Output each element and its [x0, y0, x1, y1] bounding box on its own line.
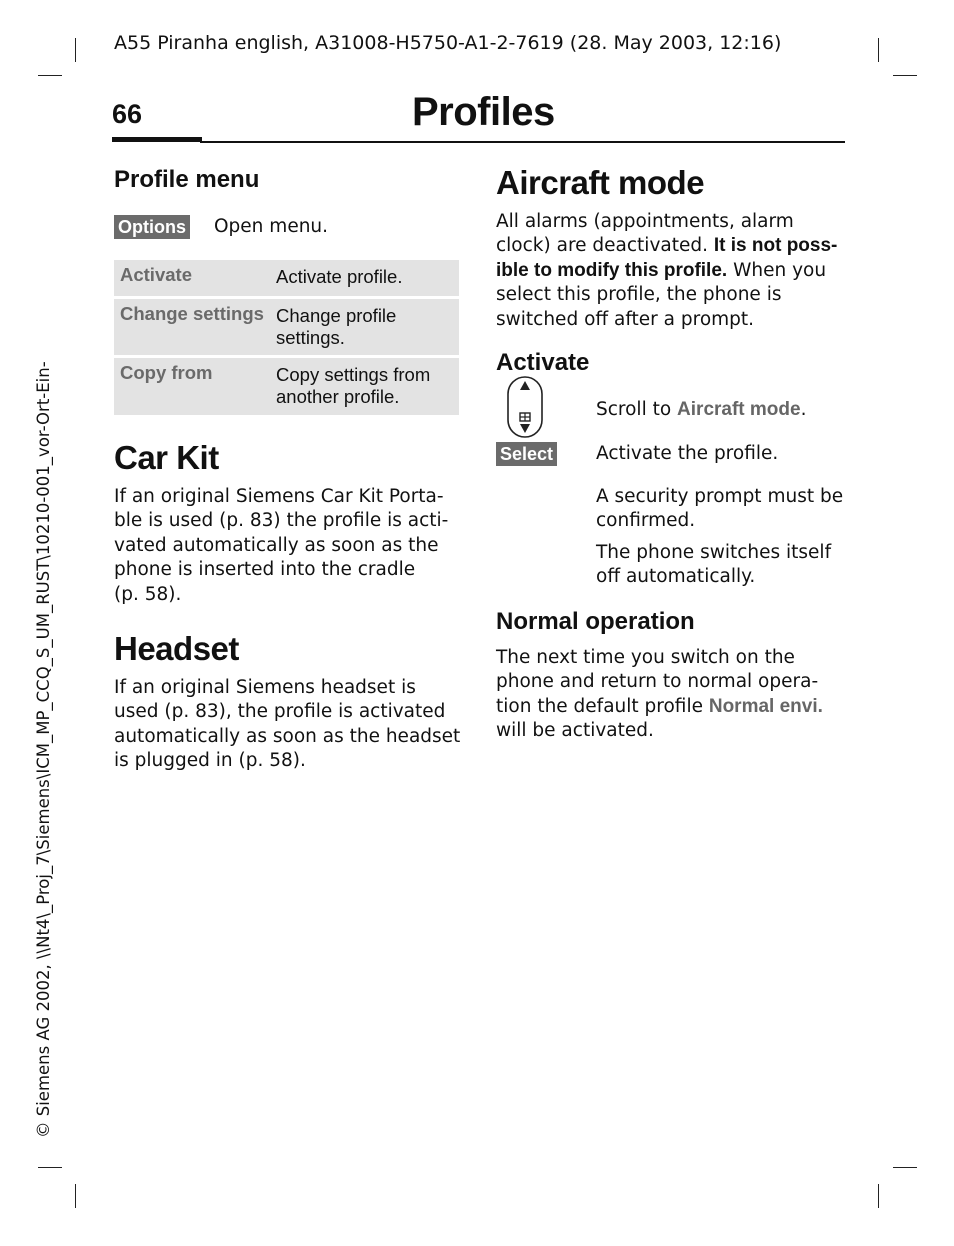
- menu-item-description: Copy settings from another profile.: [276, 364, 431, 407]
- crop-mark: [893, 75, 917, 76]
- menu-item-description: Activate profile.: [276, 266, 403, 287]
- side-file-path: © Siemens AG 2002, \\Nt4\_Proj_7\Siemens\ICM_MP_CCQ_S_UM_RUST\10210-001_vor-Ort-Ein-: [34, 361, 53, 1138]
- title-rule: [200, 141, 845, 143]
- activate-heading: Activate: [496, 349, 590, 376]
- menu-row-copy-from[interactable]: [114, 358, 459, 415]
- crop-mark: [893, 1167, 917, 1168]
- car-kit-text: If an original Siemens Car Kit Porta- ble is used (p. 83) the profile is acti- vated automatically as soon as the phone is inserted into the cradle (p. 58).: [114, 486, 449, 605]
- page-number: 66: [112, 99, 143, 129]
- normal-operation-heading: Normal operation: [496, 608, 695, 635]
- menu-item-name: Activate: [120, 264, 192, 285]
- select-description: Activate the profile.: [596, 443, 779, 464]
- headset-text: If an original Siemens headset is used (p. 83), the profile is activated automatically as soon as the headset is plugged in (p. 58).: [114, 677, 461, 772]
- normal-operation-text: The next time you switch on the phone and return to normal opera- tion the default profile Normal envi. will be activated.: [496, 647, 823, 742]
- crop-mark: [75, 38, 76, 62]
- options-softkey[interactable]: Options: [114, 215, 190, 239]
- crop-mark: [38, 1167, 62, 1168]
- car-kit-heading: Car Kit: [114, 439, 219, 476]
- menu-row-change-settings[interactable]: [114, 299, 459, 355]
- headset-heading: Headset: [114, 630, 239, 667]
- profile-menu-heading: Profile menu: [114, 166, 260, 193]
- crop-mark: [75, 1184, 76, 1208]
- crop-mark: [878, 38, 879, 62]
- profile-menu-table: [114, 260, 459, 418]
- security-prompt-note: A security prompt must be confirmed.: [596, 486, 844, 532]
- page-title: Profiles: [412, 90, 555, 134]
- menu-item-name: Change settings: [120, 303, 264, 324]
- navigation-key-icon: [506, 376, 544, 438]
- crop-mark: [878, 1184, 879, 1208]
- scroll-instruction: Scroll to Aircraft mode.: [596, 399, 807, 420]
- aircraft-mode-text: All alarms (appointments, alarm clock) are deactivated. It is not poss- ible to modify this profile. When you select this profile, the phone is switched off after a prompt.: [496, 211, 838, 330]
- document-header: A55 Piranha english, A31008-H5750-A1-2-7619 (28. May 2003, 12:16): [114, 32, 782, 54]
- aircraft-mode-heading: Aircraft mode: [496, 164, 705, 201]
- menu-item-name: Copy from: [120, 362, 213, 383]
- crop-mark: [38, 75, 62, 76]
- menu-item-ref: Aircraft mode: [677, 399, 801, 420]
- options-description: Open menu.: [214, 216, 329, 237]
- menu-item-description: Change profile settings.: [276, 305, 397, 348]
- select-softkey[interactable]: Select: [496, 442, 557, 466]
- page-number-bar: [112, 137, 202, 142]
- switch-off-note: The phone switches itself off automatically.: [596, 542, 832, 588]
- menu-row-activate[interactable]: [114, 260, 459, 296]
